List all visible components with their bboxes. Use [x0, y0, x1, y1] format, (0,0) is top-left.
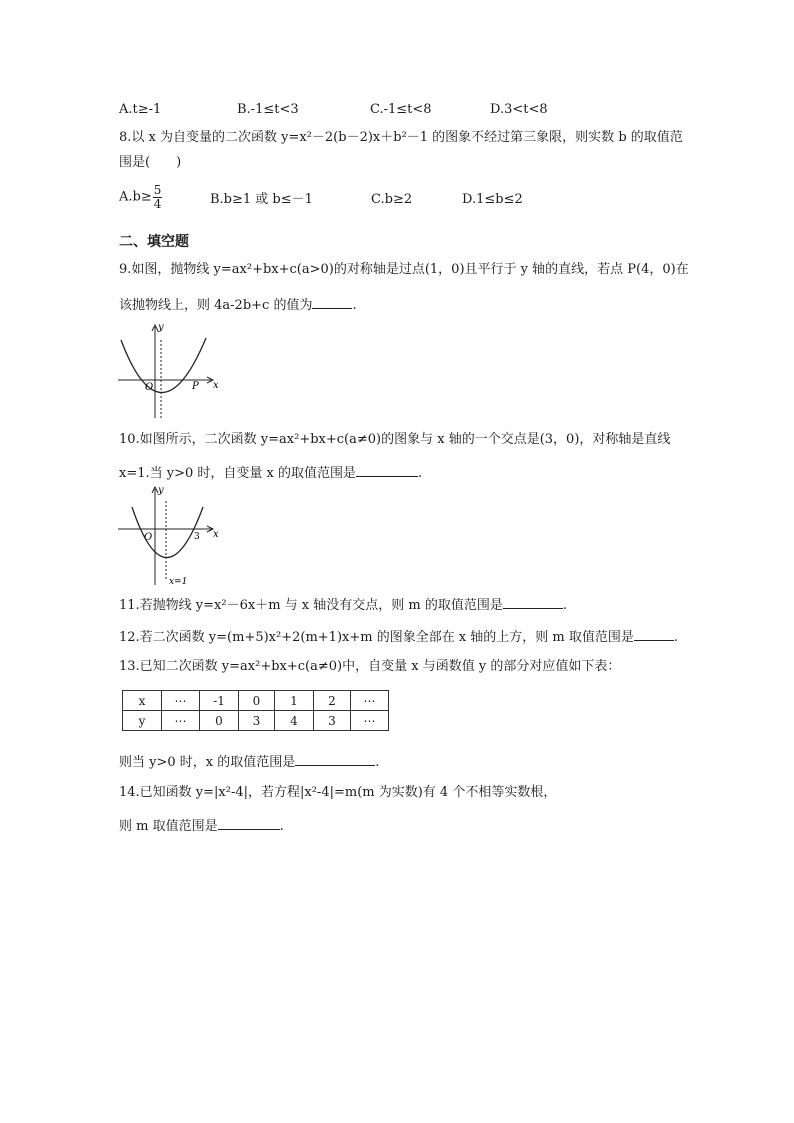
- q12-stem-text: 12.若二次函数 y=(m+5)x²+2(m+1)x+m 的图象全部在 x 轴的上方，则 m 取值范围是: [119, 630, 634, 645]
- table-row-y: [123, 711, 389, 731]
- q8-stem-line1: 8.以 x 为自变量的二次函数 y=x²－2(b－2)x＋b²－1 的图象不经过第三象限，则实数 b 的取值范: [119, 130, 683, 145]
- table-cell: 0: [239, 691, 275, 711]
- table-cell: 0: [200, 711, 239, 731]
- q7-option-a: A.t≥-1: [119, 102, 162, 117]
- q10-parabola-figure: [115, 483, 225, 591]
- origin-label: O: [145, 382, 154, 393]
- q9-stem-end: .: [352, 298, 357, 313]
- q12-stem: [119, 628, 678, 646]
- q7-option-d: D.3<t<8: [490, 102, 548, 117]
- q10-stem-line2: [119, 464, 422, 482]
- q8-option-a-prefix: A.b≥: [119, 189, 152, 205]
- origin-label: O: [144, 532, 153, 543]
- parabola-curve: [132, 507, 203, 558]
- fraction-numerator: 5: [153, 183, 162, 197]
- q9-parabola-figure: [115, 318, 225, 420]
- section-title: 二、填空题: [119, 234, 189, 250]
- q14-stem-end: .: [279, 819, 284, 834]
- q11-stem-end: .: [562, 598, 567, 613]
- table-cell: 3: [314, 711, 351, 731]
- q13-question-text: 则当 y>0 时，x 的取值范围是: [119, 755, 296, 770]
- q8-option-b: B.b≥1 或 b≤－1: [210, 192, 313, 207]
- q13-stem-line1: 13.已知二次函数 y=ax²+bx+c(a≠0)中，自变量 x 与函数值 y 的部分对应值如下表：: [119, 659, 621, 674]
- q9-stem-text: 该抛物线上，则 4a-2b+c 的值为: [119, 298, 313, 313]
- q14-stem-line2: [119, 817, 284, 835]
- answer-blank[interactable]: [634, 628, 674, 641]
- q12-stem-end: .: [673, 630, 679, 645]
- y-axis-label: y: [158, 322, 164, 333]
- table-cell: ⋯: [351, 711, 389, 731]
- q10-stem-text: x=1.当 y>0 时，自变量 x 的取值范围是: [119, 466, 356, 481]
- q8-option-a-fraction: [153, 184, 163, 211]
- q13-question: [119, 753, 379, 771]
- q13-value-table: [122, 690, 389, 731]
- q10-stem-line1: 10.如图所示，二次函数 y=ax²+bx+c(a≠0)的图象与 x 轴的一个交点是(3，0)，对称轴是直线: [119, 432, 671, 447]
- intercept-three-label: 3: [194, 532, 200, 542]
- table-cell: y: [123, 711, 162, 731]
- table-cell: -1: [200, 691, 239, 711]
- table-cell: ⋯: [351, 691, 389, 711]
- q8-stem-line2: 围是( ): [119, 155, 182, 170]
- q8-option-d: D.1≤b≤2: [462, 192, 523, 207]
- x-axis-label: x: [213, 380, 219, 391]
- x-axis-label: x: [213, 529, 219, 540]
- table-cell: 1: [275, 691, 314, 711]
- table-cell: 2: [314, 691, 351, 711]
- answer-blank[interactable]: [295, 753, 375, 766]
- q9-stem-line2: [119, 296, 357, 314]
- fraction-denominator: 4: [153, 197, 162, 211]
- q10-stem-end: .: [418, 466, 423, 481]
- table-cell: 4: [275, 711, 314, 731]
- table-cell: ⋯: [162, 711, 200, 731]
- table-cell: x: [123, 691, 162, 711]
- answer-blank[interactable]: [503, 596, 563, 609]
- table-row-x: [123, 691, 389, 711]
- table-cell: ⋯: [162, 691, 200, 711]
- answer-blank[interactable]: [356, 464, 418, 477]
- symmetry-axis-label: x=1: [169, 577, 188, 587]
- y-axis-label: y: [158, 485, 164, 496]
- q11-stem: [119, 596, 567, 614]
- q13-question-end: .: [375, 755, 380, 770]
- q14-stem-line1: 14.已知函数 y=|x²-4|，若方程|x²-4|=m(m 为实数)有 4 个不相等实数根，: [119, 785, 557, 800]
- answer-blank[interactable]: [218, 817, 280, 830]
- answer-blank[interactable]: [312, 296, 352, 309]
- q7-option-b: B.-1≤t<3: [237, 102, 299, 117]
- q7-option-c: C.-1≤t<8: [370, 102, 432, 117]
- table-cell: 3: [239, 711, 275, 731]
- q8-option-c: C.b≥2: [371, 192, 413, 207]
- q14-stem-text: 则 m 取值范围是: [119, 819, 218, 834]
- point-p-label: P: [192, 381, 199, 392]
- q9-stem-line1: 9.如图，抛物线 y=ax²+bx+c(a>0)的对称轴是过点(1，0)且平行于 y 轴的直线，若点 P(4，0)在: [119, 262, 689, 277]
- q8-option-a: [119, 184, 162, 211]
- q11-stem-text: 11.若抛物线 y=x²－6x＋m 与 x 轴没有交点，则 m 的取值范围是: [119, 598, 503, 613]
